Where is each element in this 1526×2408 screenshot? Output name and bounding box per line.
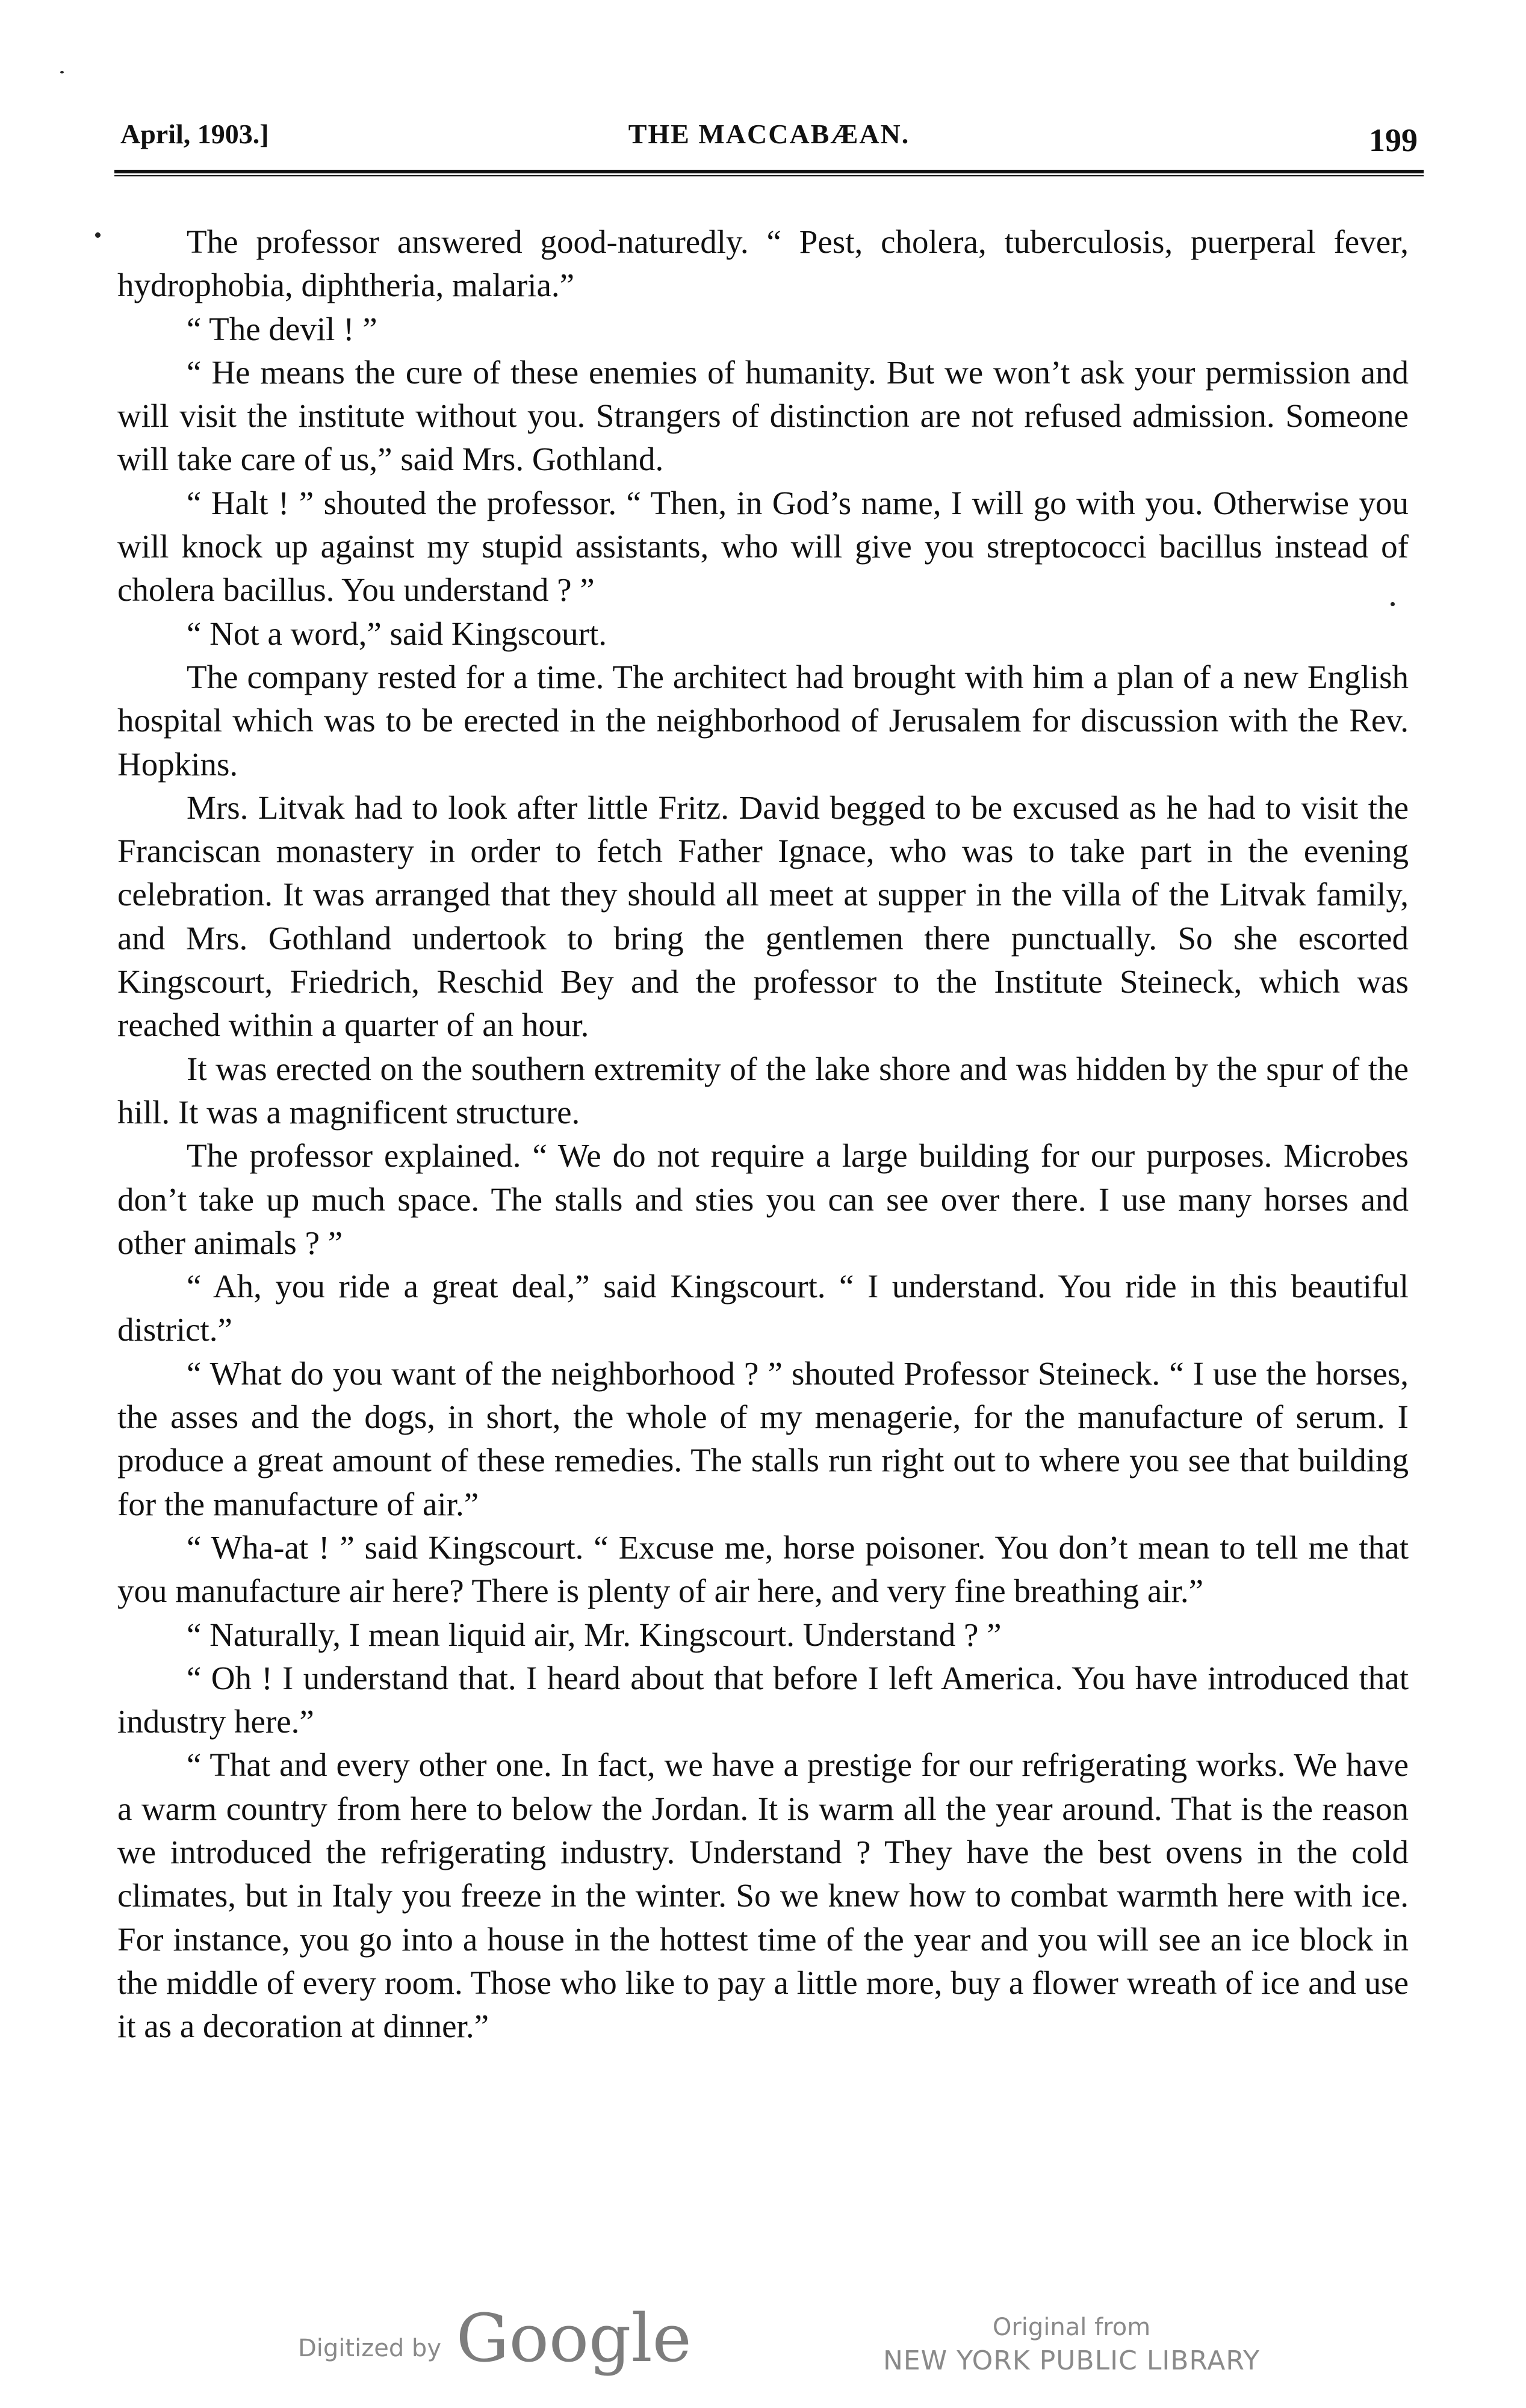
google-logo: Google (456, 2300, 692, 2377)
margin-speck (95, 232, 101, 238)
header-date: April, 1903.] (120, 119, 269, 149)
original-from-label: Original from (992, 2313, 1151, 2341)
paragraph: “ What do you want of the neighborhood ? ” shouted Professor Steineck. “ I use the horses, the asses and the dogs, in short, the whole of my menagerie, for the manufacture of serum. I produce a great amount of these remedies. The stalls run right out to where you see that building for the manufacture of air.” (117, 1354, 1409, 1522)
margin-speck (60, 71, 64, 73)
digitized-by-watermark (298, 2300, 692, 2377)
digitized-by-label: Digitized by (298, 2335, 441, 2362)
paragraph: It was erected on the southern extremity of the lake shore and was hidden by the spur of the hill. It was a magnificent structure. (117, 1050, 1409, 1131)
paragraph: The professor answered good-naturedly. “ Pest, cholera, tuberculosis, puerperal fever, hydrophobia, diphtheria, malaria.” (117, 223, 1409, 304)
paragraph: “ Wha-at ! ” said Kingscourt. “ Excuse me, horse poisoner. You don’t mean to tell me that you manufacture air here? There is plenty of air here, and very fine breathing air.” (117, 1528, 1409, 1610)
page-number: 199 (1369, 122, 1418, 158)
running-header (120, 118, 1418, 160)
paragraph: “ That and every other one. In fact, we have a prestige for our refrigerating works. We have a warm country from here to below the Jordan. It is warm all the year around. That is the reason we introduced the refrigerating industry. Understand ? They have the best ovens in the cold climates, but in Italy you freeze in the winter. So we knew how to combat warmth here with ice. For instance, you go into a house in the hottest time of the year and you will see an ice block in the middle of every room. Those who like to pay a little more, buy a flower wreath of ice and use it as a decoration at dinner.” (117, 1746, 1409, 2045)
paragraph: “ Ah, you ride a great deal,” said Kingscourt. “ I understand. You ride in this beautiful district.” (117, 1268, 1409, 1348)
paragraph: “ Naturally, I mean liquid air, Mr. Kingscourt. Understand ? ” (187, 1616, 1002, 1653)
paragraph: The company rested for a time. The architect had brought with him a plan of a new English hospital which was to be erected in the neighborhood of Jerusalem for discussion with the Rev. Hopkins. (117, 658, 1409, 783)
paragraph: “ Halt ! ” shouted the professor. “ Then, in God’s name, I will go with you. Otherwise you will knock up against my stupid assistants, who will give you streptococci bacillus instead of cholera bacillus. You understand ? ” (117, 484, 1409, 609)
library-credit (867, 2310, 1276, 2378)
header-rule (114, 170, 1424, 176)
journal-title: THE MACCABÆAN. (628, 119, 910, 149)
paragraph: The professor explained. “ We do not require a large building for our purposes. Microbes don’t take up much space. The stalls and sties you can see over there. I use many horses and other animals ? ” (117, 1137, 1409, 1261)
paragraph: “ He means the cure of these enemies of humanity. But we won’t ask your permission and will visit the institute without you. Strangers of distinction are not refused admission. Someone will take care of us,” said Mrs. Gothland. (117, 353, 1409, 478)
paragraph: “ Oh ! I understand that. I heard about that before I left America. You have introduced that industry here.” (117, 1659, 1409, 1740)
paragraph: “ Not a word,” said Kingscourt. (187, 615, 607, 652)
paragraph: “ The devil ! ” (187, 310, 377, 347)
article-body (117, 220, 1409, 2048)
library-name: NEW YORK PUBLIC LIBRARY (882, 2345, 1261, 2376)
paragraph: Mrs. Litvak had to look after little Fritz. David begged to be excused as he had to visit the Franciscan monastery in order to fetch Father Ignace, who was to take part in the evening celebration. It was arranged that they should all meet at supper in the villa of the Litvak family, and Mrs. Gothland undertook to bring the gentlemen there punctually. So she escorted Kingscourt, Friedrich, Reschid Bey and the professor to the Institute Steineck, which was reached within a quarter of an hour. (117, 789, 1409, 1044)
